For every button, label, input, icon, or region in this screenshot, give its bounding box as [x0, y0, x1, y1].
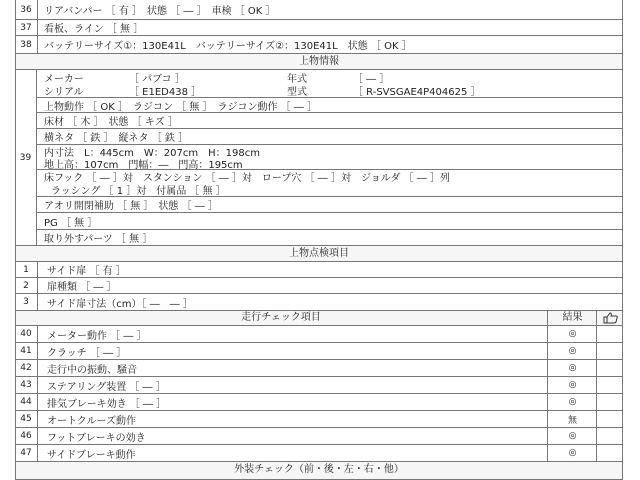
- result-header: 結果: [547, 311, 597, 325]
- year-label: 年式: [287, 73, 307, 85]
- row-number: 3: [15, 294, 38, 310]
- hooks-text-2: ラッシング ［ 1 ］対 付属品 ［ 無 ］: [51, 186, 226, 197]
- row-36: [15, 0, 623, 20]
- thumbs-up-icon: [596, 311, 624, 325]
- result-mark: 無: [547, 411, 597, 427]
- row-text: 扉種類 ［ ― ］: [47, 282, 117, 293]
- result-mark: ◎: [547, 445, 597, 461]
- result-mark: ◎: [547, 377, 597, 393]
- run-check-row: [15, 428, 623, 445]
- row-number: 41: [15, 343, 38, 359]
- icon-cell: [596, 326, 624, 342]
- operation-text: 上物動作 ［ OK ］ ラジコン ［ 無 ］ ラジコン動作 ［ ― ］: [44, 101, 318, 113]
- row-number: 47: [15, 445, 38, 461]
- row-37: [15, 20, 623, 36]
- row-text: バッテリーサイズ①：130E41L バッテリーサイズ②：130E41L 状態 ［ OK ］: [44, 41, 412, 52]
- serial-line: [37, 84, 623, 98]
- hooks-text-1: 床フック ［ ― ］対 スタンション ［ ― ］対 ロープ穴 ［ ― ］対 ジョルダ ［ ― ］列: [44, 173, 450, 184]
- removable-text: 取り外すパーツ ［ 無 ］: [44, 234, 153, 245]
- run-check-row: [15, 343, 623, 360]
- row-38: [15, 36, 623, 54]
- result-mark: ◎: [547, 428, 597, 444]
- row-text: リアバンパー ［ 有 ］ 状態 ［ ― ］ 車検 ［ OK ］: [44, 6, 276, 17]
- row-number: 2: [15, 278, 38, 293]
- run-check-row: [15, 411, 623, 428]
- row-number: 46: [15, 428, 38, 444]
- model-value: ［ R-SVSGAE4P404625 ］: [353, 87, 481, 98]
- icon-cell: [596, 411, 624, 427]
- row-number: 1: [15, 262, 38, 277]
- row-text: フットブレーキの効き: [47, 432, 146, 444]
- row-number-39: 39: [15, 70, 37, 246]
- operation-line: [37, 98, 623, 113]
- row-number: 42: [15, 360, 38, 376]
- removable-line: [37, 230, 623, 246]
- model-label: 型式: [287, 87, 307, 98]
- pg-text: PG ［ 無 ］: [44, 217, 98, 229]
- cargo-check-header: 上物点検項目: [15, 246, 623, 262]
- row-number: 44: [15, 394, 38, 410]
- exterior-header: 外装チェック（前・後・左・右・他）: [15, 462, 623, 480]
- row-text: サイド扉寸法（cm）［ ― ― ］: [47, 298, 193, 310]
- icon-cell: [596, 428, 624, 444]
- row-text: 排気ブレーキ効き ［ ― ］: [47, 398, 167, 410]
- serial-label: シリアル: [44, 87, 84, 98]
- icon-cell: [596, 394, 624, 410]
- dims-text-1: 内寸法 L：445cm W：207cm H：198cm: [44, 147, 260, 159]
- row-text: ステアリング装置 ［ ― ］: [47, 381, 166, 393]
- icon-cell: [596, 445, 624, 461]
- pg-line: [37, 213, 623, 230]
- dims-text-2: 地上高：107cm 門幅：― 門高：195cm: [44, 159, 243, 171]
- row-text: サイドブレーキ動作: [47, 449, 136, 461]
- run-check-row: [15, 377, 623, 394]
- run-check-row: [15, 326, 623, 343]
- result-mark: ◎: [547, 360, 597, 376]
- maker-value: ［ パブコ ］: [129, 73, 185, 85]
- floor-text: 床材 ［ 木 ］ 状態 ［ キズ ］: [44, 117, 178, 128]
- run-check-row: [15, 445, 623, 462]
- neta-text: 横ネタ ［ 鉄 ］ 縦ネタ ［ 鉄 ］: [44, 133, 189, 144]
- row-text: オートクルーズ動作: [47, 415, 136, 427]
- cargo-check-row: [15, 262, 623, 278]
- row-text: メーター動作 ［ ― ］: [47, 330, 147, 342]
- aori-line: [37, 197, 623, 213]
- row-number: 45: [15, 411, 38, 427]
- aori-text: アオリ開閉補助 ［ 無 ］ 状態 ［ ― ］: [44, 201, 218, 212]
- icon-cell: [596, 377, 624, 393]
- run-check-row: [15, 360, 623, 377]
- row-text: 看板、ライン ［ 無 ］: [44, 24, 144, 35]
- maker-label: メーカー: [44, 73, 84, 85]
- result-mark: ◎: [547, 394, 597, 410]
- result-mark: ◎: [547, 326, 597, 342]
- icon-cell: [596, 343, 624, 359]
- row-number: 38: [15, 36, 38, 53]
- cargo-check-row: [15, 294, 623, 311]
- row-text: サイド扉 ［ 有 ］: [47, 266, 126, 277]
- floor-line: [37, 113, 623, 129]
- icon-cell: [596, 360, 624, 376]
- run-check-header-row: [15, 311, 623, 326]
- row-number: 40: [15, 326, 38, 342]
- row-number: 43: [15, 377, 38, 393]
- row-number: 36: [15, 0, 38, 19]
- inspection-sheet: [15, 0, 623, 480]
- cargo-check-row: [15, 278, 623, 294]
- cargo-info-header: 上物情報: [15, 54, 623, 70]
- run-check-header: 走行チェック項目: [241, 312, 321, 323]
- run-check-row: [15, 394, 623, 411]
- maker-line: [37, 70, 623, 84]
- row-text: クラッチ ［ ― ］: [47, 347, 127, 359]
- year-value: ［ ― ］: [353, 73, 390, 85]
- row-number: 37: [15, 20, 38, 35]
- hooks-line-2: [37, 183, 623, 197]
- row-text: 走行中の振動、騒音: [47, 364, 137, 376]
- result-mark: ◎: [547, 343, 597, 359]
- serial-value: ［ E1ED438 ］: [129, 87, 202, 98]
